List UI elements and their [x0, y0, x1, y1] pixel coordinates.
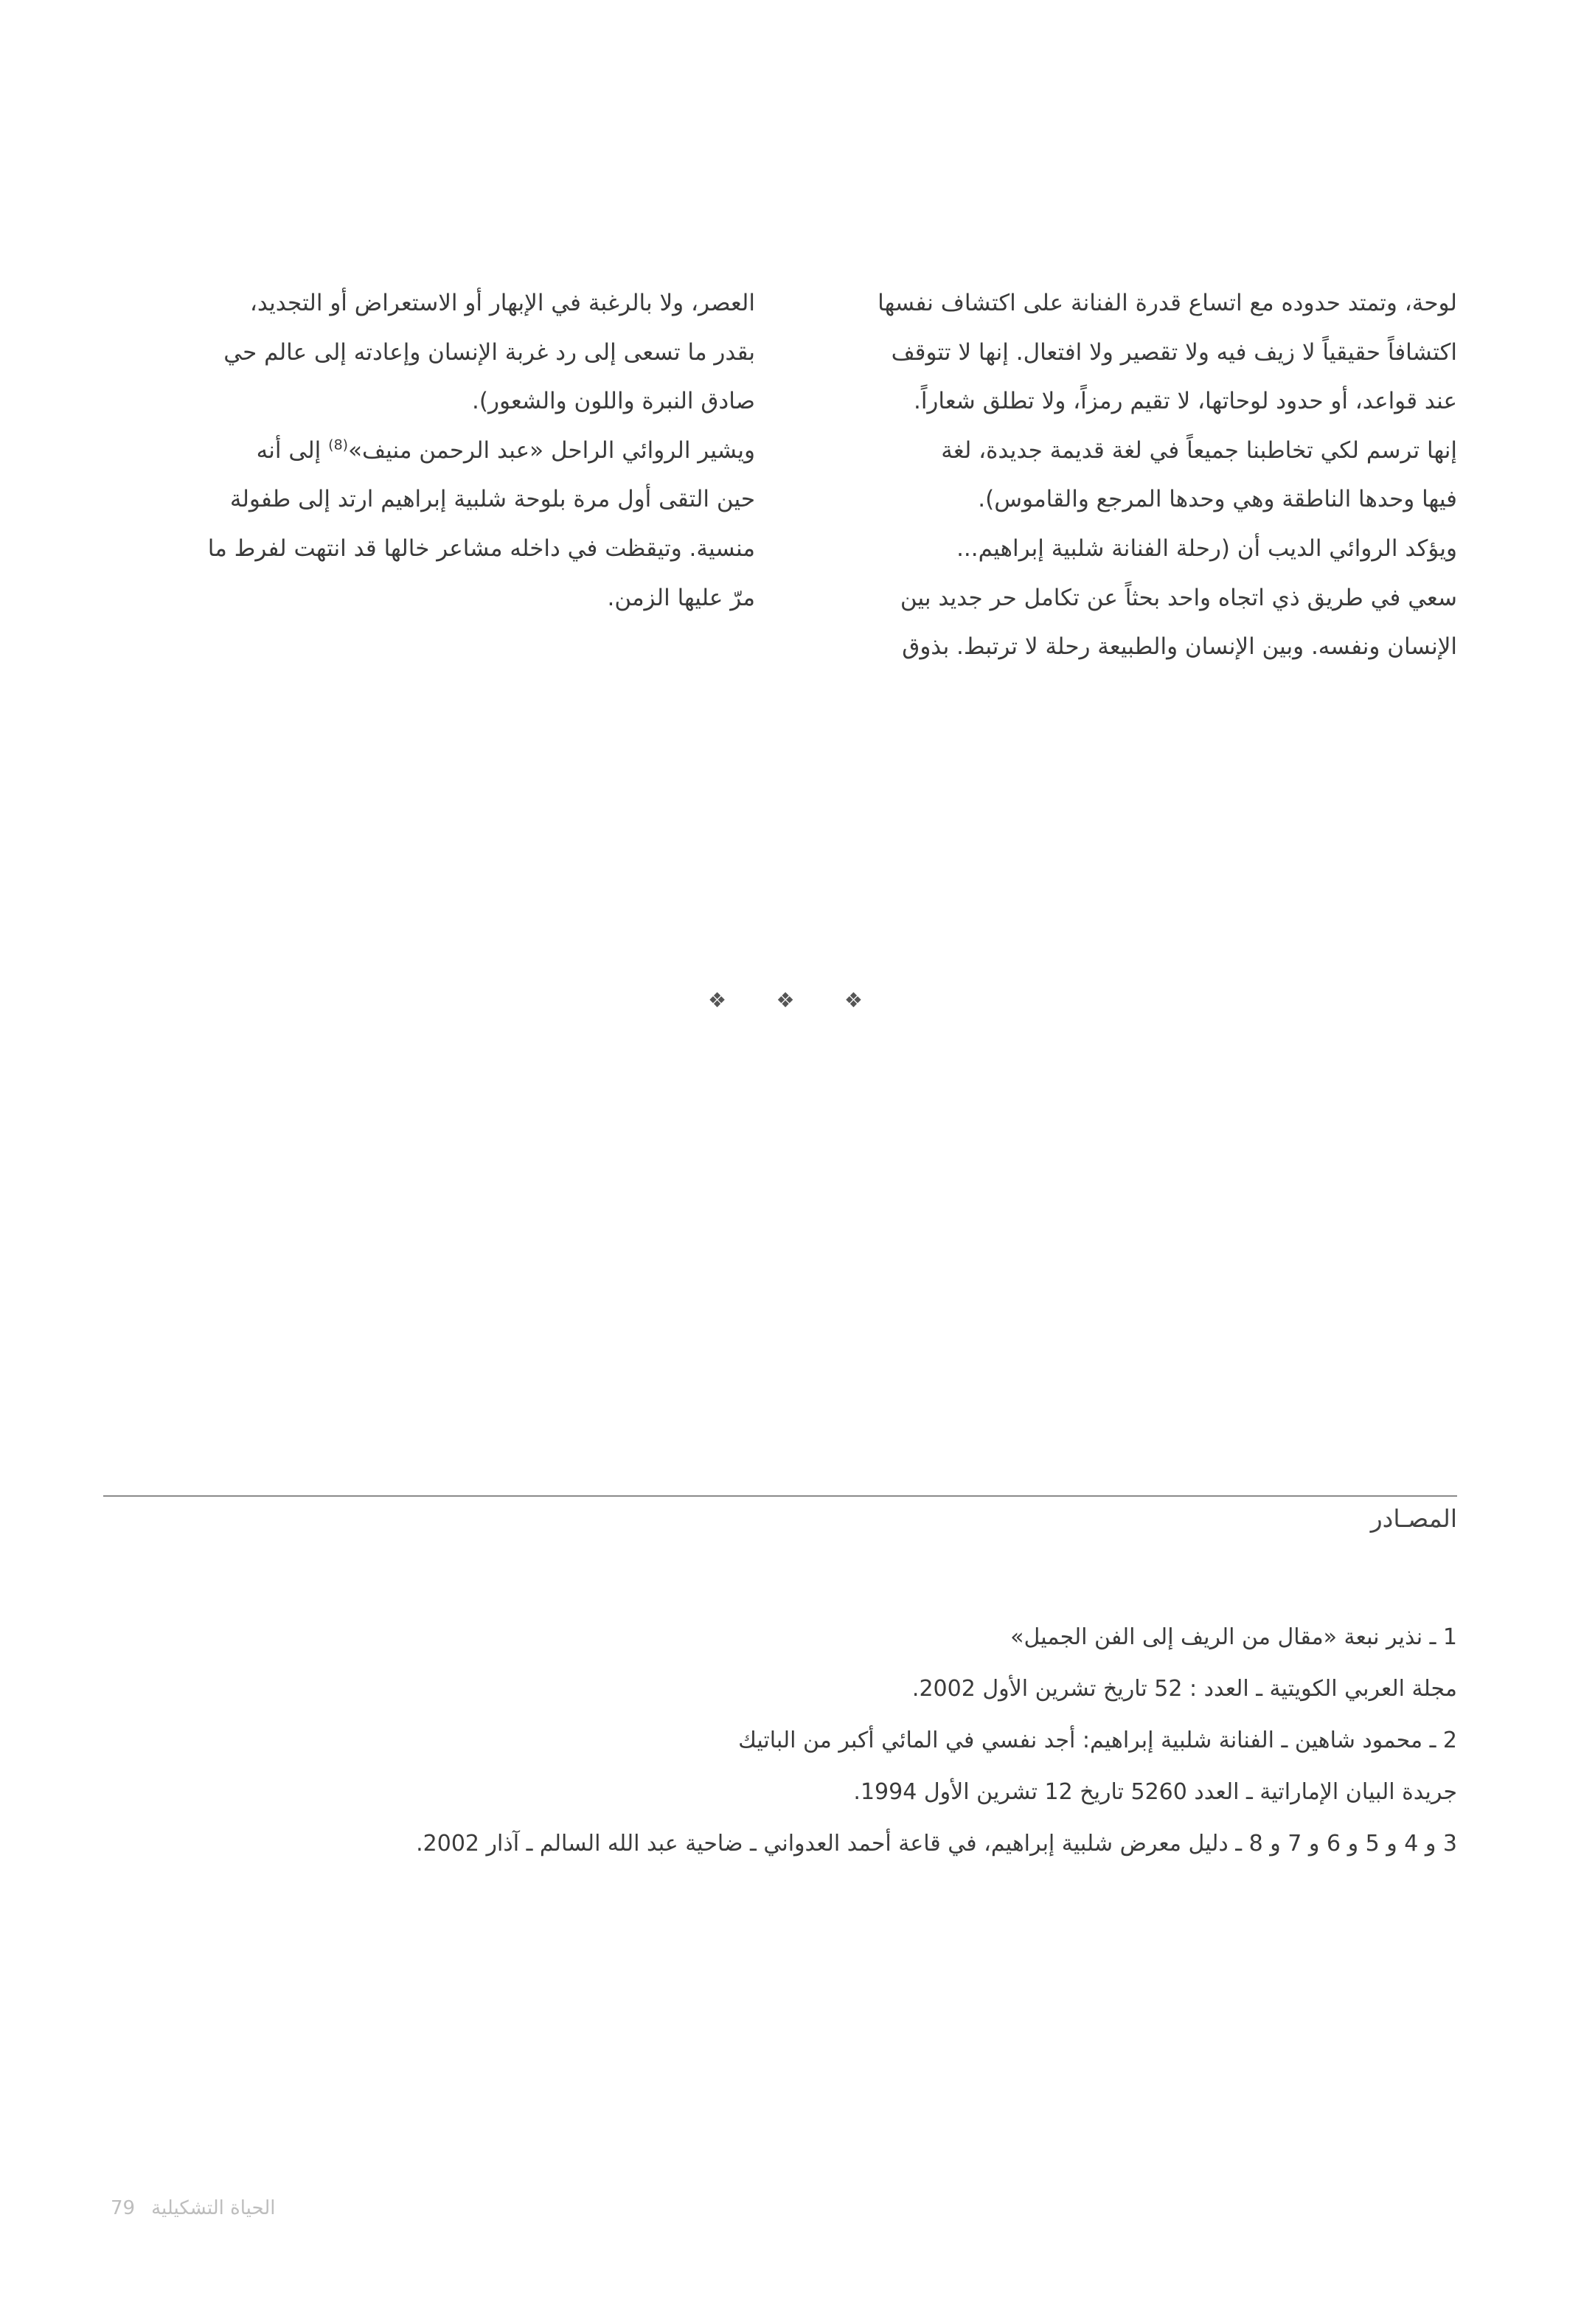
text-line: صادق النبرة واللون والشعور).: [472, 388, 755, 415]
sources-heading: المصـادر: [1370, 1504, 1457, 1533]
text-segment: إلى أنه: [256, 436, 329, 464]
text-line: فيها وحدها الناطقة وهي وحدها المرجع والقاموس).: [978, 486, 1457, 513]
left-text-column: [108, 279, 755, 622]
text-line: العصر، ولا بالرغبة في الإبهار أو الاستعراض أو التجديد،: [249, 290, 755, 316]
text-segment: ويشير الروائي الراحل «عبد الرحمن منيف»: [348, 436, 755, 464]
diamond-ornament-icon: ❖: [776, 988, 795, 1012]
text-line: الإنسان ونفسه. وبين الإنسان والطبيعة رحلة لا ترتبط. بذوق: [902, 633, 1457, 661]
text-line: منسية. وتيقظت في داخله مشاعر خالها قد انتهت لفرط ما: [207, 535, 755, 562]
sources-divider-line: [103, 1495, 1457, 1497]
text-line: مرّ عليها الزمن.: [607, 584, 755, 611]
text-line: لوحة، وتمتد حدوده مع اتساع قدرة الفنانة على اكتشاف نفسها: [878, 290, 1457, 316]
text-line: حين التقى أول مرة بلوحة شلبية إبراهيم ارتد إلى طفولة: [229, 486, 755, 513]
diamond-ornament-icon: ❖: [844, 988, 863, 1012]
text-line: سعي في طريق ذي اتجاه واحد بحثاً عن تكامل حر جديد بين: [900, 584, 1457, 611]
sources-list: [100, 1612, 1457, 1870]
source-item: 2 ـ محمود شاهين ـ الفنانة شلبية إبراهيم: أجد نفسي في المائي أكبر من الباتيك: [738, 1728, 1457, 1753]
text-line: ويؤكد الروائي الديب أن (رحلة الفنانة شلبية إبراهيم...: [956, 535, 1457, 562]
text-line: بقدر ما تسعى إلى رد غربة الإنسان وإعادته إلى عالم حي: [223, 338, 755, 366]
text-line: عند قواعد، أو حدود لوحاتها، لا تقيم رمزاً، ولا تطلق شعاراً.: [913, 388, 1457, 415]
page-number: 79: [111, 2197, 136, 2219]
diamond-ornament-icon: ❖: [708, 988, 727, 1012]
text-line: إنها ترسم لكي تخاطبنا جميعاً في لغة قديمة جديدة، لغة: [941, 436, 1457, 464]
text-line: اكتشافاً حقيقياً لا زيف فيه ولا تقصير ولا افتعال. إنها لا تتوقف: [891, 338, 1457, 366]
source-item: 1 ـ نذير نبعة «مقال من الريف إلى الفن الجميل»: [1010, 1624, 1457, 1650]
source-item: مجلة العربي الكويتية ـ العدد : 52 تاريخ تشرين الأول 2002.: [911, 1676, 1457, 1702]
page-footer: [111, 2197, 275, 2219]
source-item: 3 و 4 و 5 و 6 و 7 و 8 ـ دليل معرض شلبية إبراهيم، في قاعة أحمد العدواني ـ ضاحية عبد الله السالم ـ آذار 2002.: [416, 1831, 1457, 1857]
text-line-with-footnote: [108, 426, 755, 476]
source-item: جريدة البيان الإماراتية ـ العدد 5260 تاريخ 12 تشرين الأول 1994.: [853, 1779, 1457, 1805]
magazine-name: الحياة التشكيلية: [151, 2197, 276, 2219]
right-text-column: [810, 279, 1457, 672]
section-divider-ornament: [708, 988, 863, 1012]
footnote-reference: (8): [328, 436, 349, 453]
